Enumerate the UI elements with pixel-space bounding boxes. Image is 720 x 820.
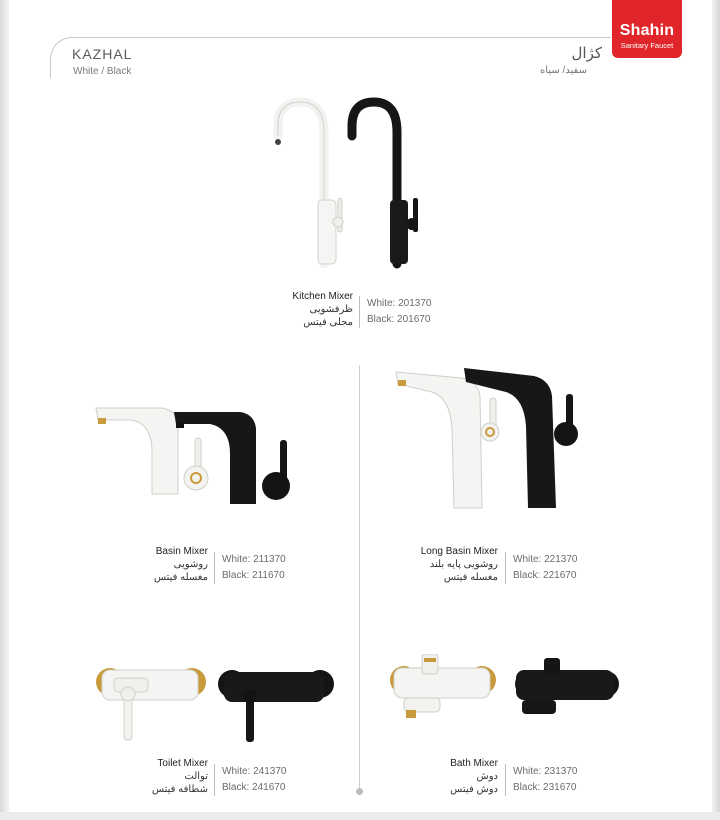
long-basin-mixer-name-en: Long Basin Mixer [420,546,498,557]
long-basin-mixer-codes [505,552,578,584]
kitchen-mixer-name-en: Kitchen Mixer [292,291,353,302]
bath-mixer-image [388,654,624,734]
kitchen-mixer-label [240,290,353,329]
basin-mixer-codes [214,552,286,584]
toilet-mixer-image [96,656,340,748]
brand-tagline: Sanitary Faucet [620,41,674,50]
page-edge-bottom [0,812,720,820]
long-basin-mixer-image [392,364,582,512]
collection-name-en: KAZHAL [72,46,133,62]
brand-name: Shahin [619,22,675,39]
page-edge-left [0,0,9,820]
bath-mixer-codes [505,764,578,796]
collection-finish-fa: سفید/ سیاه [540,65,587,76]
bath-mixer-label [380,757,498,796]
bath-mixer-black-code: Black: 231670 [513,782,577,793]
bath-mixer-white-image [390,654,496,718]
kitchen-mixer-name-ar: مجلی فیتس [303,317,353,328]
long-basin-mixer-white-image [396,372,499,508]
toilet-mixer-name-en: Toilet Mixer [157,758,208,769]
toilet-mixer-white-image [96,668,206,740]
toilet-mixer-label [100,757,208,796]
bath-mixer-white-code: White: 231370 [513,766,578,777]
kitchen-mixer-codes [359,296,432,328]
toilet-mixer-black-image [218,670,334,742]
toilet-mixer-codes [214,764,287,796]
center-divider [359,365,360,790]
long-basin-mixer-name-ar: مغسله فیتس [443,572,498,583]
long-basin-mixer-name-fa: روشویی پایه بلند [429,559,498,570]
bath-mixer-black-image [515,658,619,714]
basin-mixer-name-en: Basin Mixer [155,546,208,557]
toilet-mixer-name-ar: شطافه فیتس [151,784,208,795]
kitchen-mixer-white-code: White: 201370 [367,298,432,309]
long-basin-mixer-white-code: White: 221370 [513,554,578,565]
collection-finish-en: White / Black [73,66,132,77]
basin-mixer-white-code: White: 211370 [222,554,286,565]
basin-mixer-black-image [174,412,290,504]
bath-mixer-name-en: Bath Mixer [450,758,498,769]
kitchen-mixer-image [262,92,432,272]
bath-mixer-name-fa: دوش [476,771,498,782]
basin-mixer-label [100,545,208,584]
toilet-mixer-white-code: White: 241370 [222,766,287,777]
page-edge-right [712,0,720,820]
bath-mixer-name-ar: دوش فیتس [450,784,498,795]
brand-logo [612,0,682,58]
kitchen-mixer-name-fa: ظرفشویی [309,304,353,315]
basin-mixer-name-fa: روشویی [173,559,208,570]
kitchen-mixer-black-image [352,102,418,264]
long-basin-mixer-label [380,545,498,584]
kitchen-mixer-black-code: Black: 201670 [367,314,431,325]
toilet-mixer-black-code: Black: 241670 [222,782,286,793]
collection-name-fa: کژال [571,45,602,62]
header-frame [50,37,611,78]
long-basin-mixer-black-code: Black: 221670 [513,570,577,581]
toilet-mixer-name-fa: توالت [184,771,208,782]
kitchen-mixer-white-image [275,102,343,264]
divider-dot [356,788,363,795]
basin-mixer-name-ar: مغسله فیتس [153,572,208,583]
basin-mixer-image [92,402,297,512]
basin-mixer-black-code: Black: 211670 [222,570,285,581]
